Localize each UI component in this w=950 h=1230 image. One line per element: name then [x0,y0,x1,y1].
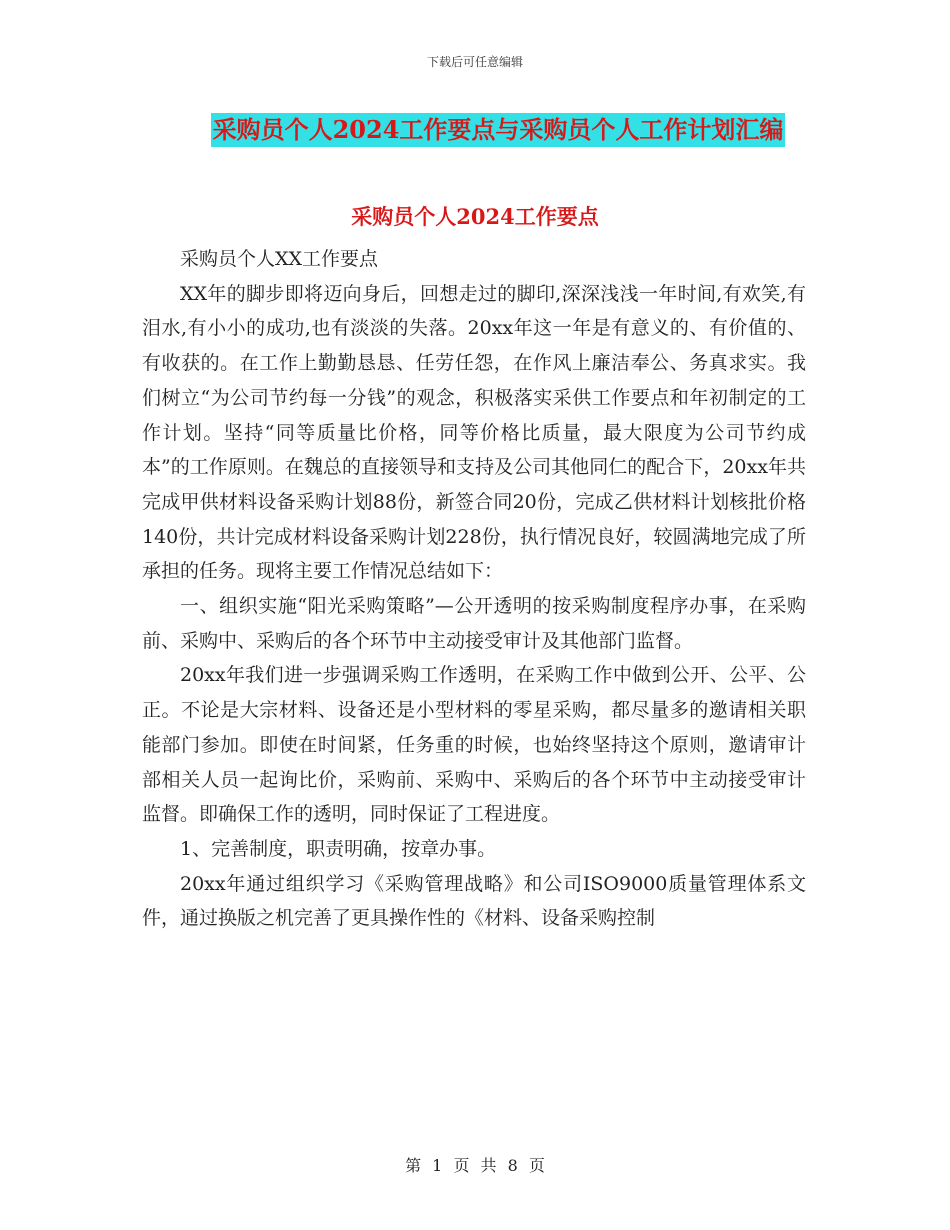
document-body [142,242,806,936]
paragraph-subtitle: 采购员个人XX工作要点 [180,248,379,270]
section-title: 采购员个人2024工作要点 [351,204,599,229]
paragraph: 20xx年我们进一步强调采购工作透明，在采购工作中做到公开、公平、公正。不论是大宗材料、设备还是小型材料的零星采购，都尽量多的邀请相关职能部门参加。即使在时间紧，任务重的时候，也始终坚持这个原则，邀请审计部相关人员一起询比价，采购前、采购中、采购后的各个环节中主动接受审计监督。即确保工作的透明，同时保证了工程进度。 [142,664,806,826]
document-title-container [0,113,950,147]
paragraph: 1、完善制度，职责明确，按章办事。 [180,837,497,860]
paragraph: 20xx年通过组织学习《采购管理战略》和公司ISO9000质量管理体系文件，通过换版之机完善了更具操作性的《材料、设备采购控制 [142,872,806,930]
page-footer: 第 1 页 共 8 页 [405,1156,545,1175]
paragraph: 一、组织实施“阳光采购策略”—公开透明的按采购制度程序办事，在采购前、采购中、采购后的各个环节中主动接受审计及其他部门监督。 [142,595,806,652]
document-title: 采购员个人2024工作要点与采购员个人工作计划汇编 [211,113,786,147]
header-note: 下载后可任意编辑 [426,55,523,69]
paragraph: XX年的脚步即将迈向身后，回想走过的脚印,深深浅浅一年时间,有欢笑,有泪水,有小小的成功,也有淡淡的失落。20xx年这一年是有意义的、有价值的、有收获的。在工作上勤勤恳恳、任劳任怨，在作风上廉洁奉公、务真求实。我们树立“为公司节约每一分钱”的观念，积极落实采供工作要点和年初制定的工作计划。坚持“同等质量比价格，同等价格比质量，最大限度为公司节约成本”的工作原则。在魏总的直接领导和支持及公司其他同仁的配合下，20xx年共完成甲供材料设备采购计划88份，新签合同20份，完成乙供材料计划核批价格140份，共计完成材料设备采购计划228份，执行情况良好，较圆满地完成了所承担的任务。现将主要工作情况总结如下： [142,282,806,583]
